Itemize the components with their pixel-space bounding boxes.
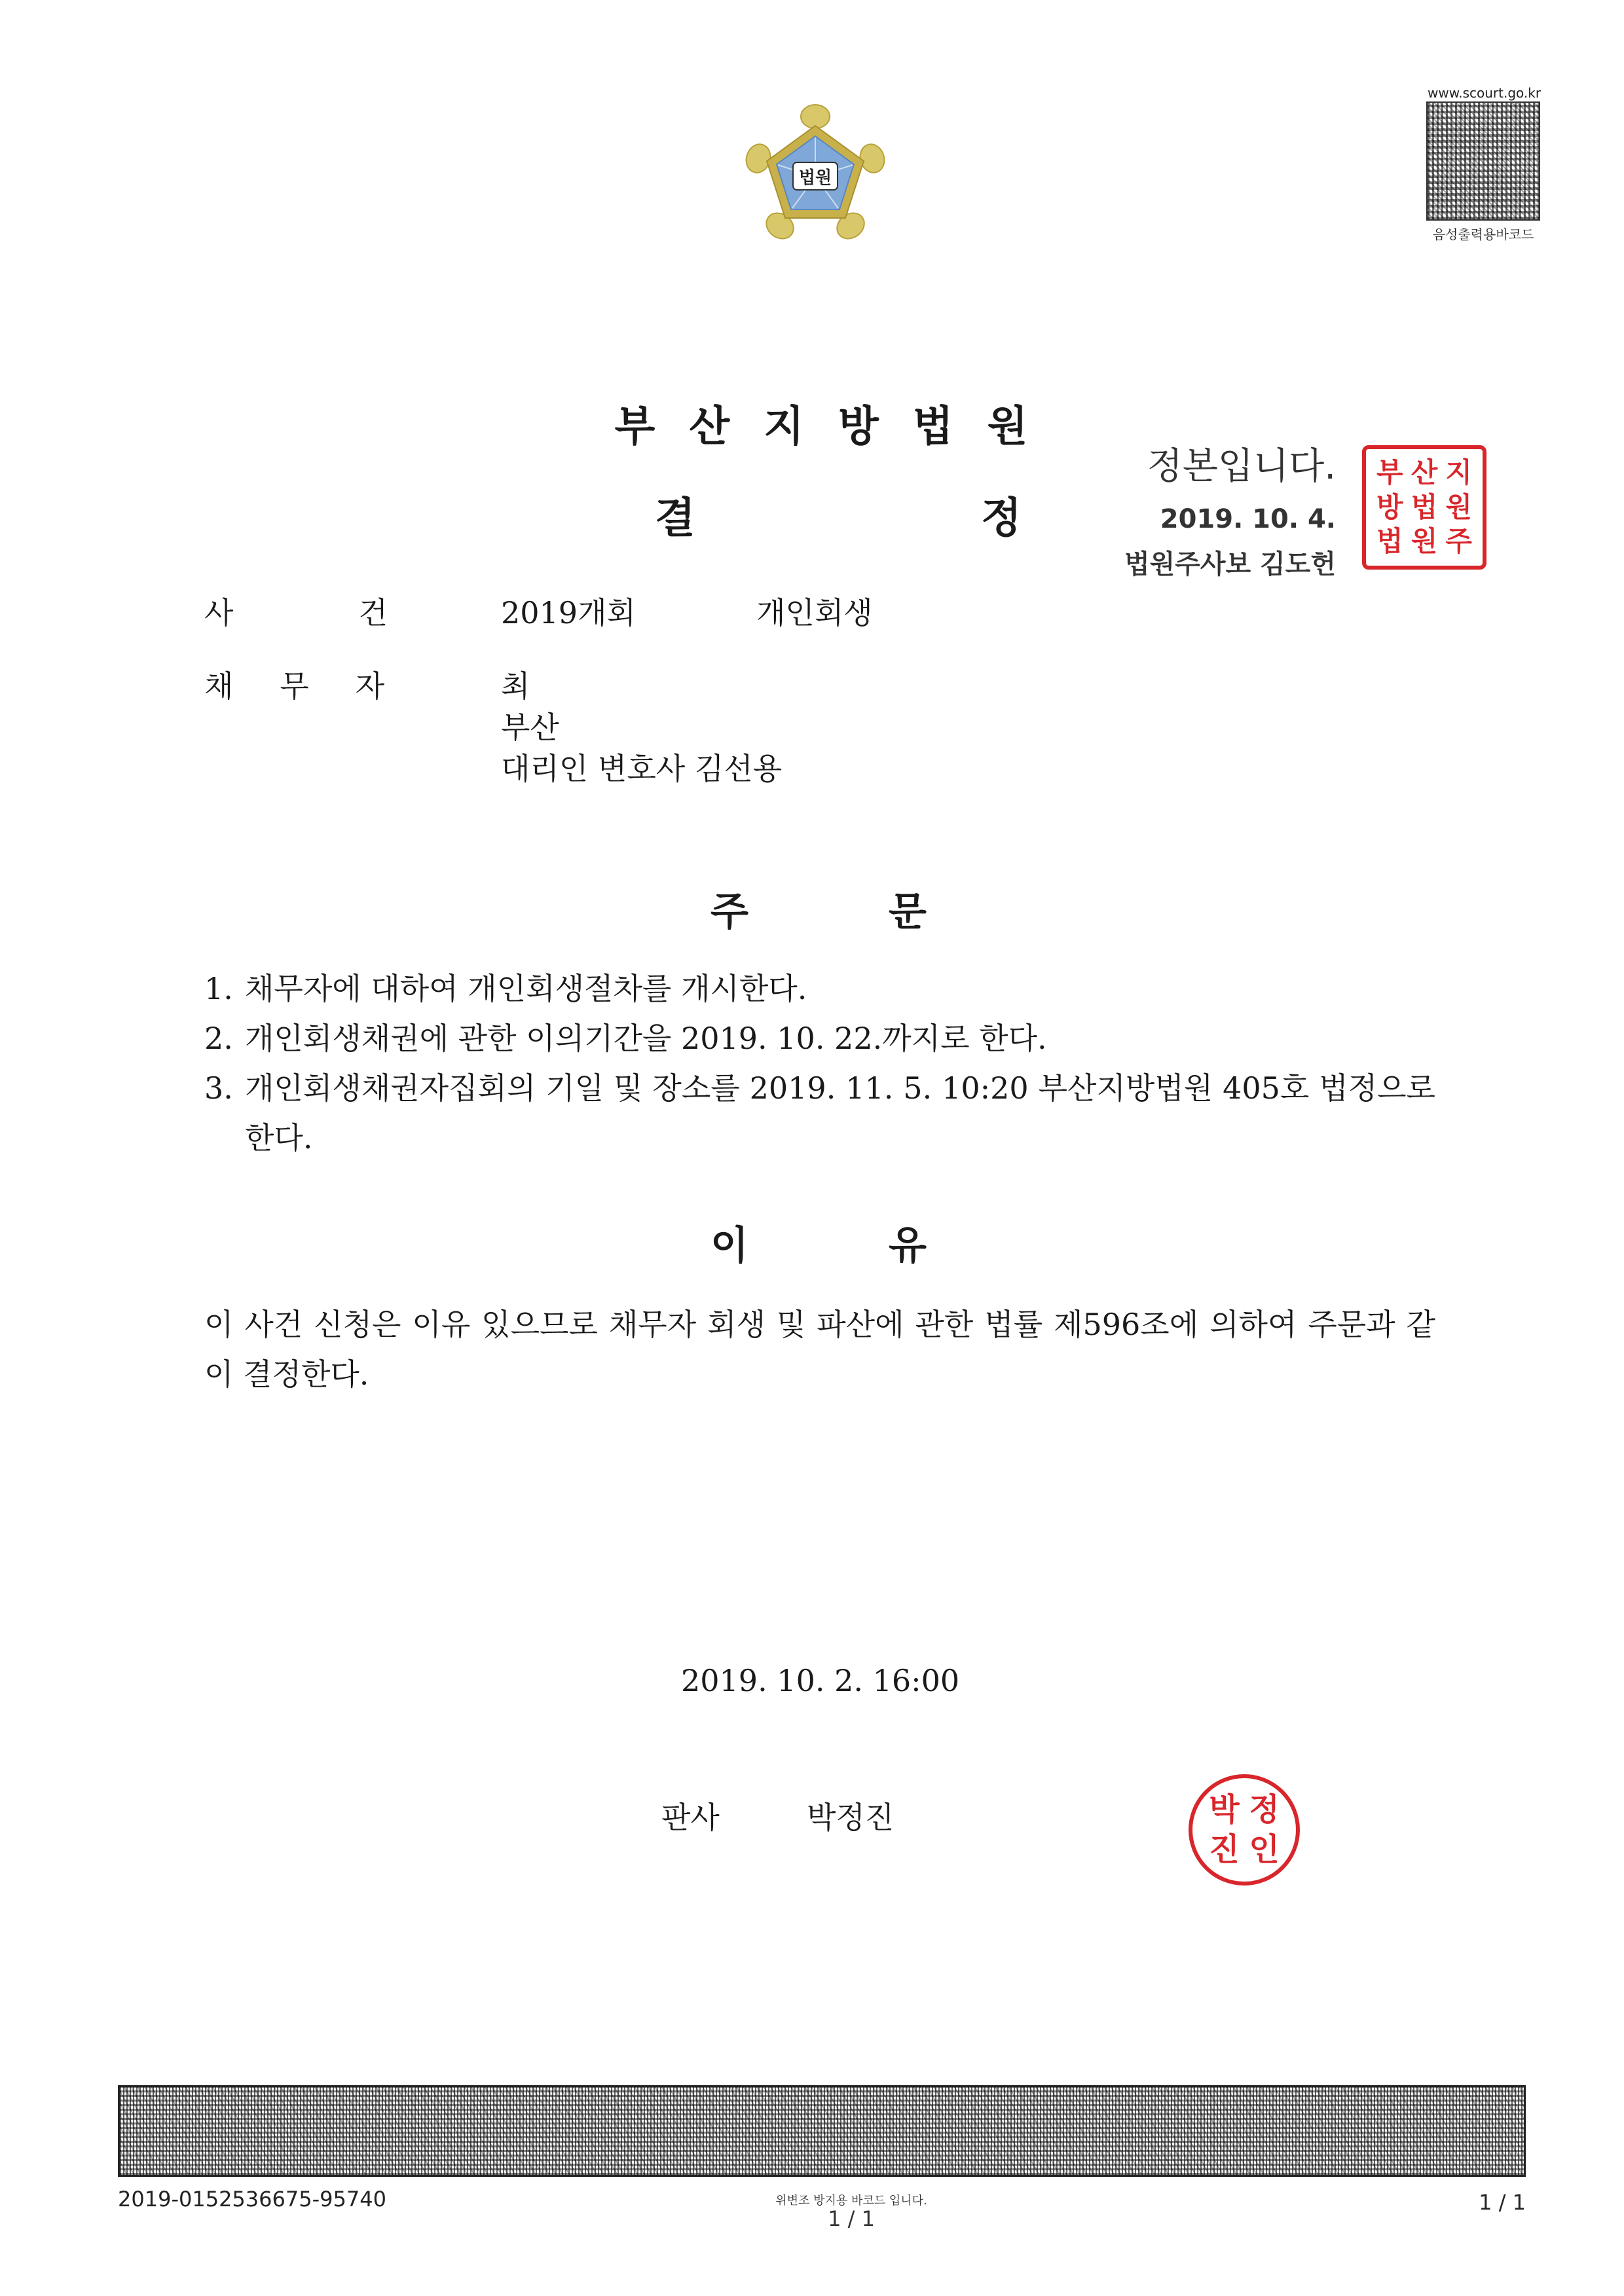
- debtor-name: 최: [501, 668, 530, 704]
- order-item-number: 3.: [204, 1070, 233, 1106]
- debtor-agent: 대리인 변호사 김선용: [501, 751, 783, 786]
- debtor-label-char-3: 자: [355, 668, 384, 704]
- judge-seal-text: [1204, 1790, 1284, 1870]
- qr-url: www.scourt.go.kr: [1428, 85, 1541, 101]
- seal-glyph: 법: [1411, 490, 1438, 523]
- document-type-right: 정: [981, 494, 1022, 543]
- order-item-text: 개인회생채권에 관한 이의기간을 2019. 10. 22.까지로 한다.: [245, 1021, 1047, 1056]
- order-title-right: 문: [889, 889, 927, 935]
- debtor-label-char-1: 채: [204, 668, 234, 704]
- order-item-number: 1.: [204, 971, 233, 1006]
- anti-forgery-barcode: [118, 2085, 1526, 2177]
- reason-title-right: 유: [889, 1223, 927, 1269]
- order-item: [204, 964, 1435, 1013]
- page-number-right: 1 / 1: [1479, 2190, 1526, 2215]
- seal-glyph: 지: [1445, 456, 1472, 488]
- seal-glyph: 법: [1376, 525, 1403, 558]
- judge-role: 판사: [661, 1800, 720, 1835]
- judge-name: 박정진: [807, 1800, 895, 1835]
- judge-seal-icon: [1189, 1774, 1300, 1886]
- seal-glyph: 원: [1411, 525, 1438, 558]
- seal-glyph: 부: [1376, 456, 1403, 488]
- case-label: [204, 589, 388, 632]
- seal-glyph: 산: [1411, 456, 1438, 488]
- court-seal-text: [1373, 456, 1476, 559]
- order-item: [204, 1063, 1435, 1163]
- reason-text: 이 사건 신청은 이유 있으므로 채무자 회생 및 파산에 관한 법률 제596조에 의하여 주문과 같이 결정한다.: [204, 1307, 1435, 1392]
- decision-datetime: 2019. 10. 2. 16:00: [681, 1663, 960, 1698]
- reason-section-title: [710, 1214, 927, 1271]
- court-name: 부산지방법원: [614, 402, 1062, 451]
- certification-date: 2019. 10. 4.: [1160, 504, 1336, 534]
- order-item-text: 채무자에 대하여 개인회생절차를 개시한다.: [245, 971, 807, 1006]
- case-label-char-2: 건: [358, 595, 388, 630]
- qr-code-icon: [1426, 101, 1540, 221]
- case-label-char-1: 사: [204, 595, 234, 630]
- document-id: 2019-0152536675-95740: [118, 2187, 386, 2212]
- emblem-label: 법원: [798, 168, 832, 188]
- order-section-title: [710, 881, 927, 937]
- order-item: [204, 1013, 1435, 1063]
- reason-title-left: 이: [710, 1223, 748, 1269]
- qr-caption: 음성출력용바코드: [1432, 227, 1534, 242]
- debtor-label-char-2: 무: [280, 668, 309, 704]
- certifying-officer: 법원주사보 김도헌: [1124, 549, 1336, 579]
- document-type-left: 결: [655, 494, 695, 543]
- page-number-center: 1 / 1: [828, 2206, 875, 2231]
- seal-glyph: 정: [1249, 1791, 1280, 1828]
- seal-glyph: 원: [1445, 490, 1472, 523]
- seal-glyph: 진: [1209, 1831, 1240, 1868]
- document-type-title: [655, 484, 1022, 545]
- order-item-number: 2.: [204, 1021, 233, 1056]
- debtor-address: 부산: [501, 710, 559, 745]
- case-number: 2019개회: [501, 595, 636, 630]
- order-title-left: 주: [710, 889, 748, 935]
- seal-glyph: 주: [1445, 525, 1472, 558]
- court-emblem-icon: [740, 101, 891, 252]
- barcode-note: 위변조 방지용 바코드 입니다.: [775, 2194, 927, 2208]
- case-type: 개인회생: [756, 595, 873, 630]
- order-item-text: 개인회생채권자집회의 기일 및 장소를 2019. 11. 5. 10:20 부산지방법원 405호 법정으로 한다.: [245, 1070, 1435, 1156]
- debtor-label: [204, 663, 384, 706]
- court-seal-icon: [1362, 445, 1486, 570]
- seal-glyph: 인: [1249, 1831, 1280, 1868]
- seal-glyph: 방: [1376, 490, 1403, 523]
- certified-copy-label: 정본입니다.: [1147, 445, 1336, 488]
- seal-glyph: 박: [1209, 1791, 1240, 1828]
